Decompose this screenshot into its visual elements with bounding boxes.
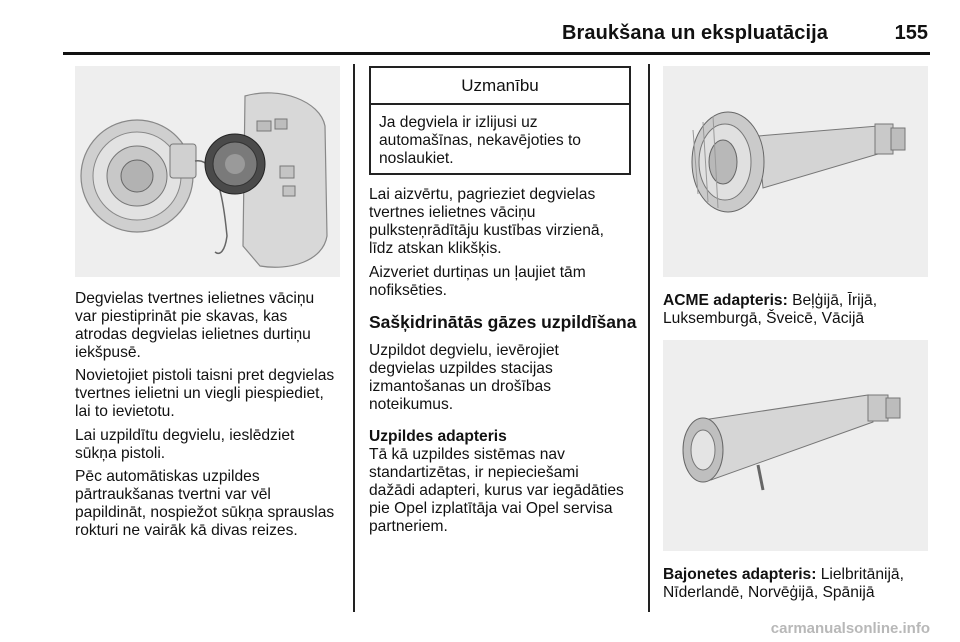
- watermark: carmanualsonline.info: [770, 620, 930, 637]
- page-number: 155: [894, 22, 928, 44]
- bayonet-caption-label: Bajonetes adapteris:: [663, 566, 817, 583]
- caution-title: Uzmanību: [371, 68, 629, 105]
- bayonet-caption: [663, 566, 933, 602]
- fuel-filler-illustration: [75, 66, 340, 277]
- middle-paragraph-1: Lai aizvērtu, pagrieziet degvielas tvertnes ielietnes vāciņu pulksteņrādītāju kustības virzienā, līdz atskan klikšķis.: [369, 186, 604, 257]
- column-divider-left: [353, 64, 355, 612]
- running-header-title: Braukšana un ekspluatācija: [561, 22, 828, 44]
- section-heading: Sašķidrinātās gāzes uzpildīšana: [369, 312, 637, 332]
- acme-caption-label: ACME adapteris:: [663, 292, 788, 309]
- header-rule: [63, 52, 930, 55]
- left-paragraph-4: Pēc automātiskas uzpildes pārtraukšanas tvertni var vēl papildināt, nospiežot sūkņa sprauslas rokturi ne vairāk kā divas reizes.: [75, 468, 335, 539]
- caution-text: Ja degviela ir izlijusi uz automašīnas, nekavējoties to noslaukiet.: [379, 114, 581, 167]
- left-paragraph-3: Lai uzpildītu degvielu, ieslēdziet sūkņa pistoli.: [75, 427, 295, 462]
- left-paragraph-1: Degvielas tvertnes ielietnes vāciņu var piestiprināt pie skavas, kas atrodas degvielas ielietnes durtiņu iekšpusē.: [75, 290, 315, 361]
- middle-paragraph-2: Aizveriet durtiņas un ļaujiet tām nofiksēties.: [369, 264, 586, 299]
- acme-caption: [663, 292, 933, 328]
- middle-paragraph-3: Uzpildot degvielu, ievērojiet degvielas uzpildes stacijas izmantošanas un drošības noteikumus.: [369, 342, 559, 413]
- acme-caption-text: Beļģijā, Īrijā, Luksemburgā, Šveicē, Vācijā: [663, 292, 878, 327]
- middle-paragraph-4: Tā kā uzpildes sistēmas nav standartizētas, ir nepieciešami dažādi adapteri, kurus var iegādāties pie Opel izplatītāja vai Opel servisa partneriem.: [369, 446, 624, 535]
- acme-adapter-illustration: [663, 66, 928, 277]
- caution-box: [369, 66, 631, 175]
- bayonet-caption-text: Lielbritānijā, Nīderlandē, Norvēģijā, Spānijā: [663, 566, 904, 601]
- column-divider-right: [648, 64, 650, 612]
- bayonet-adapter-illustration: [663, 340, 928, 551]
- left-paragraph-2: Novietojiet pistoli taisni pret degvielas tvertnes ielietni un viegli piespiediet, lai to ievietotu.: [75, 367, 335, 420]
- adapter-subheading: Uzpildes adapteris: [369, 428, 507, 445]
